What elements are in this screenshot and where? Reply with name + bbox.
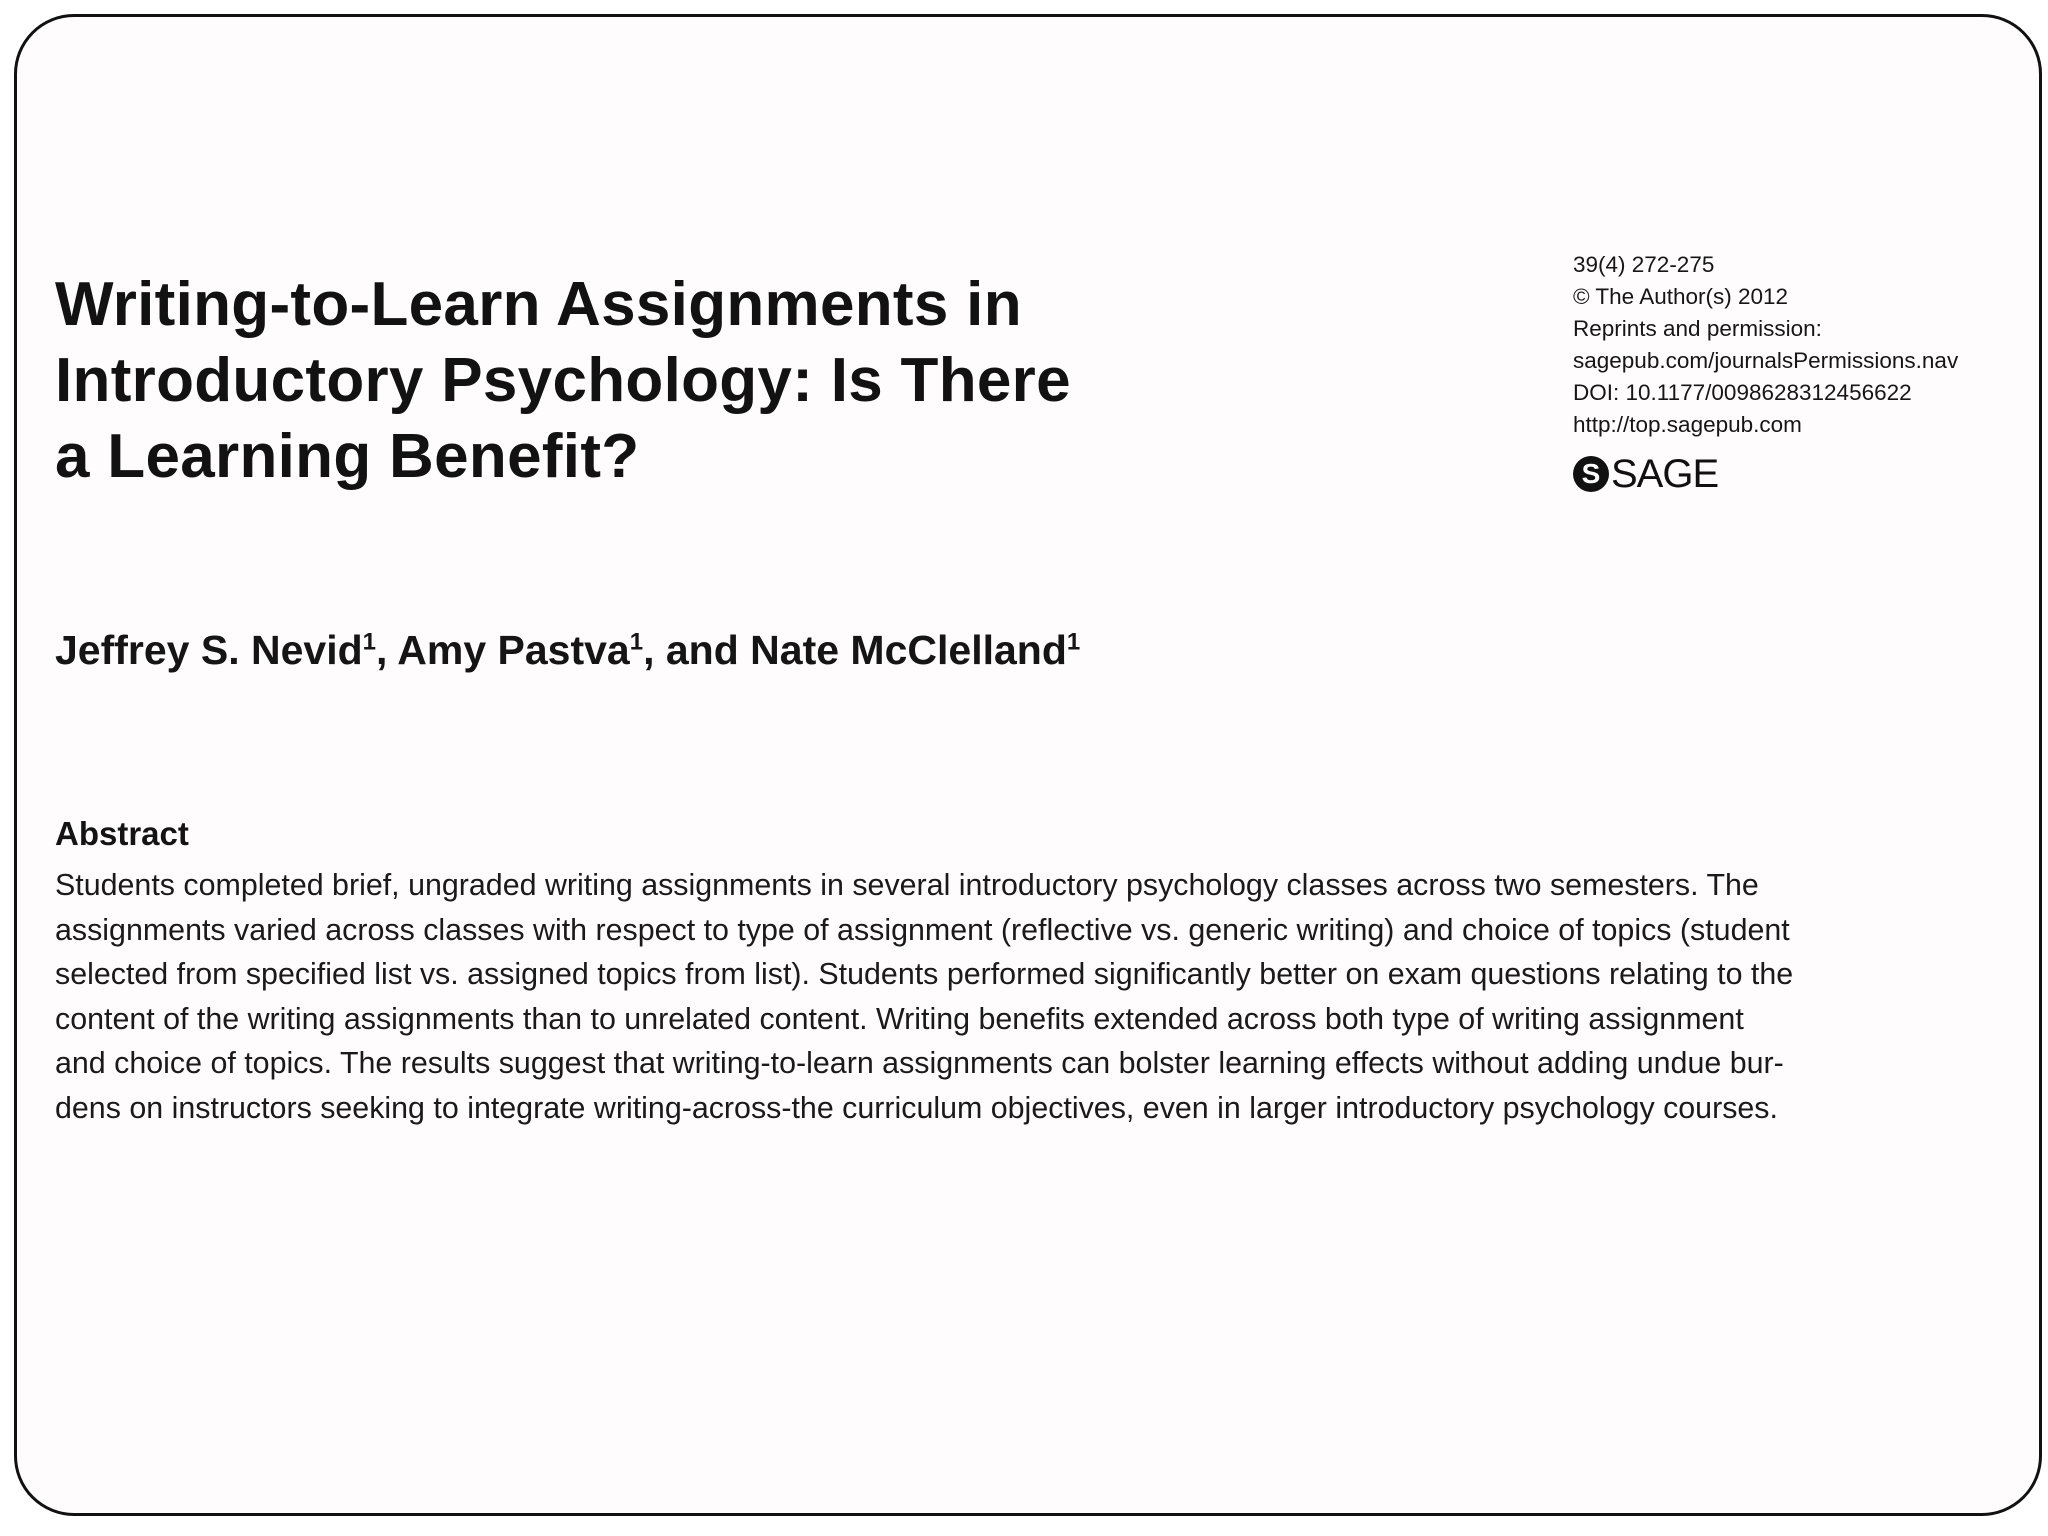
- author-list: [55, 627, 1080, 674]
- title-line: Writing-to-Learn Assignments in: [55, 270, 1022, 339]
- author-separator: ,: [376, 627, 398, 673]
- journal-meta: [1573, 249, 2033, 499]
- abstract-line: selected from specified list vs. assigned topics from list). Students performed significantly better on exam questions relating to the: [55, 957, 1794, 991]
- abstract-line: content of the writing assignments than to unrelated content. Writing benefits extended across both type of writing assignment: [55, 1001, 1744, 1036]
- abstract-heading: Abstract: [55, 815, 189, 852]
- author-name: Amy Pastva: [397, 627, 630, 673]
- author-affiliation: 1: [362, 628, 376, 656]
- abstract-body: [55, 863, 2000, 1130]
- publisher-name: SAGE: [1611, 452, 1719, 496]
- abstract-line: Students completed brief, ungraded writing assignments in several introductory psychology classes across two semesters. The: [55, 868, 1759, 902]
- title-line: a Learning Benefit?: [55, 422, 640, 491]
- doi: DOI: 10.1177/0098628312456622: [1573, 380, 1912, 405]
- permissions-link[interactable]: sagepub.com/journalsPermissions.nav: [1573, 348, 1959, 373]
- title-line: Introductory Psychology: Is There: [55, 346, 1071, 415]
- reprints-label: Reprints and permission:: [1573, 316, 1822, 341]
- author-separator: , and: [643, 627, 751, 673]
- paper-title: [55, 267, 1275, 495]
- author-name: Jeffrey S. Nevid: [55, 627, 363, 673]
- slide-frame: [14, 14, 2042, 1516]
- issue-info: 39(4) 272-275: [1573, 252, 1715, 277]
- author-affiliation: 1: [1066, 628, 1081, 656]
- author-name: Nate McClelland: [750, 627, 1067, 673]
- author-affiliation: 1: [629, 628, 644, 656]
- abstract-line: and choice of topics. The results suggest that writing-to-learn assignments can bolster learning effects without adding undue bur-: [55, 1046, 1784, 1080]
- journal-site-link[interactable]: http://top.sagepub.com: [1573, 412, 1802, 437]
- copyright-notice: © The Author(s) 2012: [1573, 284, 1789, 309]
- abstract-line: dens on instructors seeking to integrate writing-across-the curriculum objectives, even in larger introductory psychology courses.: [55, 1090, 1778, 1125]
- sage-logo: [1573, 449, 2033, 499]
- abstract-line: assignments varied across classes with respect to type of assignment (reflective vs. generic writing) and choice of topics (student: [55, 912, 1790, 947]
- sage-mark-icon: S: [1573, 456, 1609, 492]
